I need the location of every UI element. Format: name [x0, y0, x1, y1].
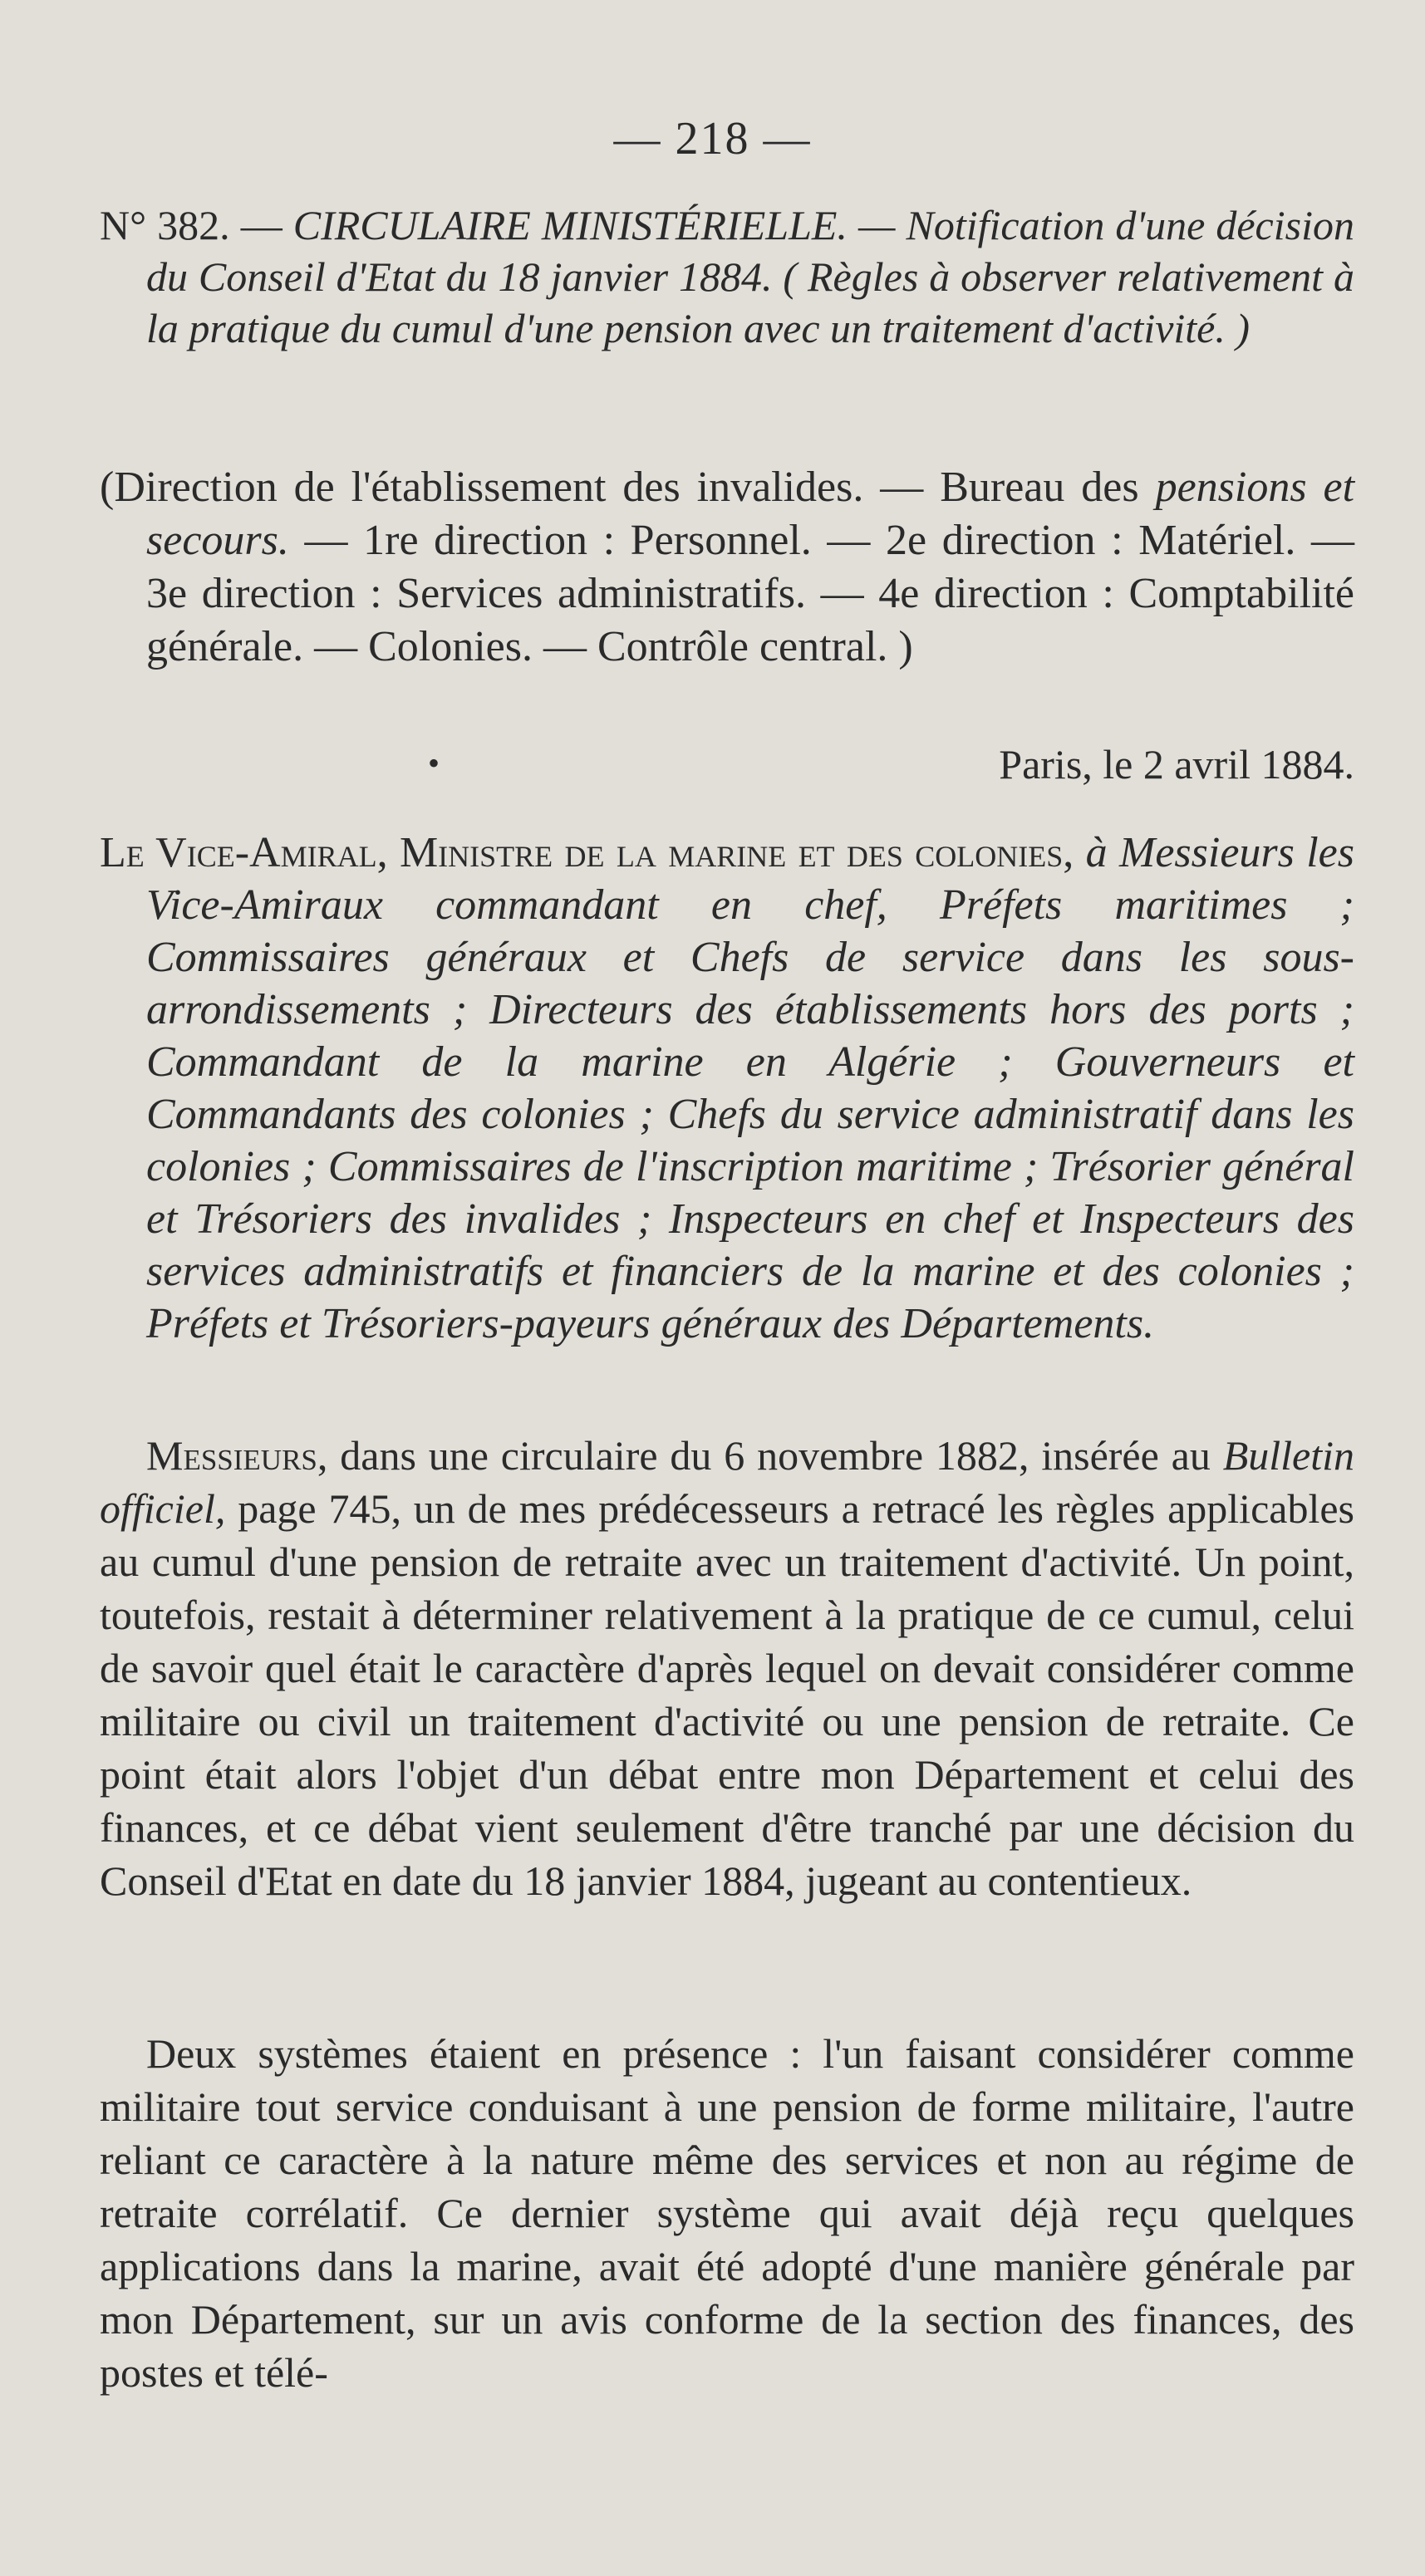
dateline: Paris, le 2 avril 1884.	[999, 741, 1354, 788]
directions-part1: (Direction de l'établissement des invalides. — Bureau des	[100, 464, 1139, 511]
paragraph-1	[100, 1429, 1354, 1907]
salutation: Messieurs,	[146, 1432, 328, 1479]
address-text	[100, 827, 1354, 1350]
ink-dot: •	[428, 744, 440, 782]
address-block	[100, 827, 1354, 1350]
circular-title	[100, 199, 1354, 354]
body-paragraph-1	[100, 1429, 1354, 1907]
address-sender: Le Vice-Amiral, Ministre de la marine et des colonies,	[100, 829, 1074, 876]
circular-type: CIRCULAIRE MINISTÉRIELLE.	[292, 202, 848, 248]
circular-subject: — Notification d'une décision du Conseil d'Etat du 18 janvier 1884. ( Règles à observer relativement à la pratique du cumul d'une pension avec un traitement d'activité. )	[146, 202, 1354, 351]
body-paragraph-2	[100, 2027, 1354, 2399]
paragraph-1-text-b: page 745, un de mes prédécesseurs a retracé les règles applicables au cumul d'une pension de retraite avec un traitement d'activité. Un point, toutefois, restait à déterminer relativement à la pratique de ce cumul, celui de savoir quel était le caractère d'après lequel on devait considérer comme militaire ou civil un traitement d'activité ou une pension de retraite. Ce point était alors l'objet d'un débat entre mon Département et celui des finances, et ce débat vient seulement d'être tranché par une décision du Conseil d'Etat en date du 18 janvier 1884, jugeant au contentieux.	[100, 1485, 1354, 1904]
paragraph-2: Deux systèmes étaient en présence : l'un faisant considérer comme militaire tout service conduisant à une pension de forme militaire, l'autre reliant ce caractère à la nature même des services et non au régime de retraite corrélatif. Ce dernier système qui avait déjà reçu quelques applications dans la marine, avait été adopté d'une manière générale par mon Département, sur un avis conforme de la section des finances, des postes et télé-	[100, 2030, 1354, 2396]
directions-bureau: pensions et secours.	[146, 464, 1355, 564]
page-number: — 218 —	[613, 113, 812, 164]
paragraph-1-text-a: dans une circulaire du 6 novembre 1882, insérée au	[340, 1432, 1211, 1479]
circular-header	[100, 199, 1354, 354]
circular-number: N° 382. —	[100, 202, 283, 248]
address-recipients: à Messieurs les Vice-Amiraux commandant en chef, Préfets maritimes ; Commissaires généraux et Chefs de service dans les sous-arrondissements ; Directeurs des établissements hors des ports ; Commandant de la marine en Algérie ; Gouverneurs et Commandants des colonies ; Chefs du service administratif dans les colonies ; Commissaires de l'inscription maritime ; Trésorier général et Trésoriers des invalides ; Inspecteurs en chef et Inspecteurs des services administratifs et financiers de la marine et des colonies ; Préfets et Trésoriers-payeurs généraux des Départements.	[146, 829, 1354, 1347]
directions-text	[100, 461, 1354, 674]
directions-part3: — 1re direction : Personnel. — 2e direction : Matériel. — 3e direction : Services administratifs. — 4e direction : Comptabilité générale. — Colonies. — Contrôle central. )	[146, 517, 1355, 670]
bulletin-reference: Bulletin officiel,	[100, 1432, 1355, 1532]
directions-list	[100, 461, 1354, 674]
